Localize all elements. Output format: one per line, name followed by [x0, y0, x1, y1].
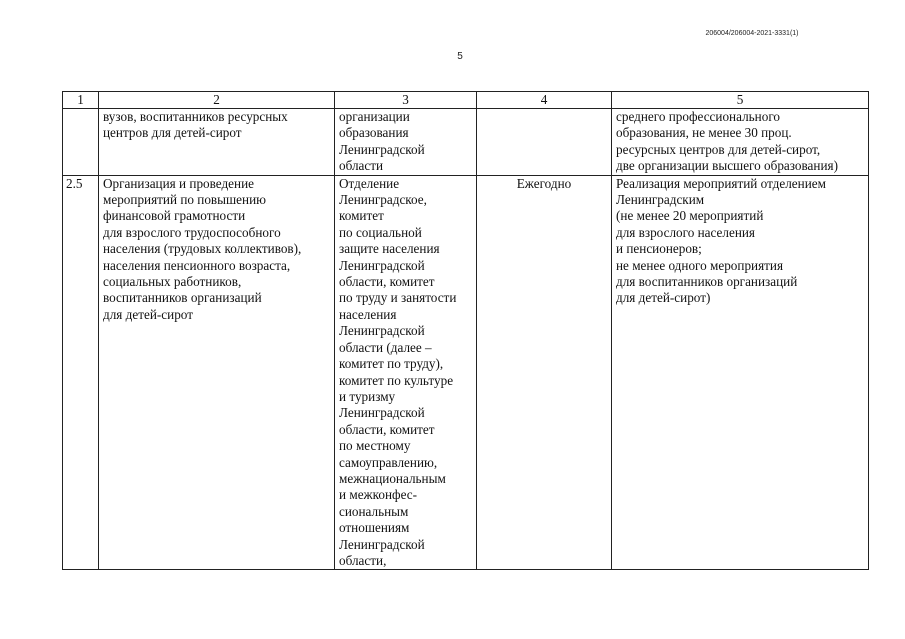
table-row: [63, 175, 869, 570]
row-number-cell: 2.5: [63, 175, 99, 570]
activity-cell: Организация и проведение мероприятий по повышению финансовой грамотности для взрослого трудоспособного населения (трудовых коллективов), населения пенсионного возраста, социальных работников, воспитанников организаций для детей-сирот: [99, 175, 335, 570]
column-header: 2: [99, 92, 335, 109]
activity-cell: вузов, воспитанников ресурсных центров для детей-сирот: [99, 109, 335, 176]
row-number-cell: [63, 109, 99, 176]
period-cell: [477, 109, 612, 176]
page-number: 5: [457, 51, 463, 62]
column-header: 3: [335, 92, 477, 109]
document-id: 206004/206004-2021-3331(1): [705, 30, 799, 37]
plan-table: [62, 91, 869, 570]
result-cell: Реализация мероприятий отделением Ленинградским (не менее 20 мероприятий для взрослого населения и пенсионеров; не менее одного мероприятия для воспитанников организаций для детей-сирот): [612, 175, 869, 570]
period-cell: Ежегодно: [477, 175, 612, 570]
column-header: 4: [477, 92, 612, 109]
table-header-row: [63, 92, 869, 109]
table-row: [63, 109, 869, 176]
executor-cell: Отделение Ленинградское, комитет по социальной защите населения Ленинградской области, комитет по труду и занятости населения Ленинградской области (далее – комитет по труду), комитет по культуре и туризму Ленинградской области, комитет по местному самоуправлению, межнациональным и межконфес- сиональным отношениям Ленинградской области,: [335, 175, 477, 570]
executor-cell: организации образования Ленинградской области: [335, 109, 477, 176]
result-cell: среднего профессионального образования, не менее 30 проц. ресурсных центров для детей-сирот, две организации высшего образования): [612, 109, 869, 176]
column-header: 1: [63, 92, 99, 109]
column-header: 5: [612, 92, 869, 109]
